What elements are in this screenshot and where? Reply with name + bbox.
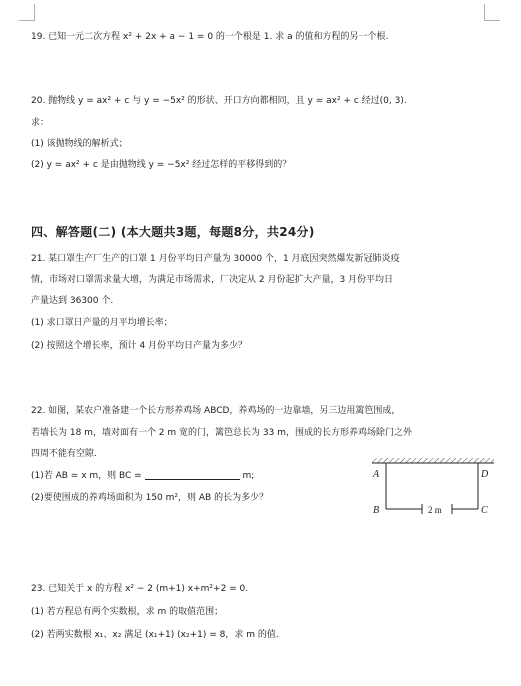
- question-22-line-2: 若墙长为 18 m，墙对面有一个 2 m 宽的门，篱笆总长为 33 m，围成的长方形养鸡场除门之外: [31, 428, 412, 438]
- question-20-part-2: (2) y = ax² + c 是由抛物线 y = −5x² 经过怎样的平移得到的？: [31, 160, 292, 170]
- question-22-line-1: 22. 如图，某农户准备建一个长方形养鸡场 ABCD，养鸡场的一边靠墙，另三边用篱笆围成，: [31, 406, 401, 416]
- page-corner-mark-left: [20, 4, 35, 20]
- question-20-stem: 20. 抛物线 y = ax² + c 与 y = −5x² 的形状、开口方向都相同，且 y = ax² + c 经过(0, 3).: [31, 96, 407, 106]
- answer-blank: [145, 469, 240, 480]
- door-label: 2 m: [428, 505, 442, 515]
- page-corner-mark-right: [484, 4, 499, 20]
- question-22-part-1-prefix: (1)若 AB = x m，则 BC =: [31, 471, 142, 481]
- question-19: 19. 已知一元二次方程 x² + 2x + a − 1 = 0 的一个根是 1. 求 a 的值和方程的另一个根.: [31, 32, 389, 42]
- question-23-stem: 23. 已知关于 x 的方程 x² − 2 (m+1) x+m²+2 = 0.: [31, 584, 249, 594]
- question-20-part-1: (1) 该抛物线的解析式；: [31, 139, 128, 149]
- question-23-part-1: (1) 若方程总有两个实数根，求 m 的取值范围；: [31, 607, 224, 617]
- question-23-part-2: (2) 若两实数根 x₁、x₂ 满足 (x₁+1) (x₂+1) = 8，求 m 的值.: [31, 630, 279, 640]
- label-d: D: [481, 469, 489, 480]
- chicken-farm-figure: [368, 455, 498, 520]
- question-22-part-1-unit: m;: [242, 471, 255, 481]
- section-heading: 四、解答题(二) (本大题共3题，每题8分，共24分): [31, 225, 315, 239]
- question-22-line-3: 四周不能有空隙.: [31, 449, 97, 459]
- question-21-line-3: 产量达到 36300 个.: [31, 296, 114, 306]
- question-21-line-1: 21. 某口罩生产厂生产的口罩 1 月份平均日产量为 30000 个，1 月底因突然爆发新冠肺炎疫: [31, 254, 400, 264]
- question-21-part-1: (1) 求口罩日产量的月平均增长率；: [31, 318, 173, 328]
- question-22-part-2: (2)要使围成的养鸡场面积为 150 m²，则 AB 的长为多少？: [31, 493, 269, 503]
- label-b: B: [373, 505, 380, 516]
- label-a: A: [373, 469, 380, 480]
- question-20-ask: 求：: [31, 118, 50, 128]
- question-21-part-2: (2) 按照这个增长率，预计 4 月份平均日产量为多少？: [31, 341, 248, 351]
- label-c: C: [481, 505, 488, 516]
- question-21-line-2: 情，市场对口罩需求量大增，为满足市场需求，厂决定从 2 月份起扩大产量，3 月份平均日: [31, 275, 394, 285]
- question-22-part-1: [31, 469, 254, 483]
- wall-hatch: [372, 458, 494, 463]
